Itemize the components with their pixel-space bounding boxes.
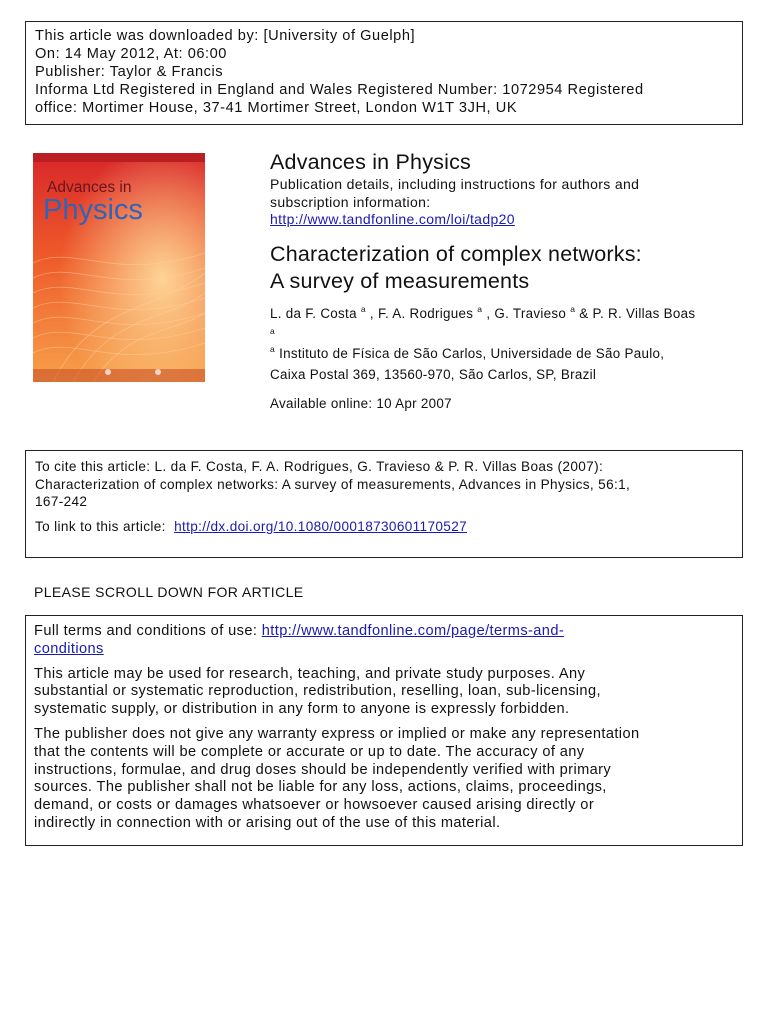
author-name: F. A. Rodrigues	[377, 305, 474, 321]
publication-info	[270, 148, 740, 411]
terms-label: Full terms and conditions of use:	[34, 623, 258, 639]
paragraph-line: that the contents will be complete or accurate or up to date. The accuracy of any	[34, 743, 585, 760]
affiliation	[270, 344, 740, 384]
author-name: P. R. Villas Boas	[592, 305, 696, 321]
download-info-line: On: 14 May 2012, At: 06:00	[35, 46, 227, 62]
affiliation-text: Instituto de Física de São Carlos, Universidade de São Paulo,	[279, 345, 665, 361]
terms-url-link-continued[interactable]: conditions	[34, 640, 104, 657]
cover-title-small: Advances in	[47, 179, 132, 196]
paragraph-line: The publisher does not give any warranty express or implied or make any representation	[34, 725, 640, 742]
affiliation-marker: a	[570, 303, 576, 314]
link-label: To link to this article:	[35, 518, 166, 534]
affiliation-marker: a	[360, 303, 366, 314]
publication-details: Publication details, including instructions for authors and	[270, 176, 640, 192]
affiliation-text: Caixa Postal 369, 13560-970, São Carlos, SP, Brazil	[270, 366, 597, 382]
cover-title-big: Physics	[43, 194, 143, 226]
article-title-line: Characterization of complex networks:	[270, 241, 642, 266]
download-info-line: This article was downloaded by: [University of Guelph]	[35, 28, 416, 44]
affiliation-marker: a	[477, 303, 483, 314]
affiliation-marker: a	[270, 343, 276, 354]
download-info-line: Publisher: Taylor & Francis	[35, 64, 224, 80]
author-name: G. Travieso	[494, 305, 567, 321]
journal-title: Advances in Physics	[270, 150, 471, 174]
article-title	[270, 241, 740, 296]
paragraph-line: sources. The publisher shall not be liable for any loss, actions, claims, proceedings,	[34, 779, 607, 796]
paragraph-line: indirectly in connection with or arising out of the use of this material.	[34, 814, 501, 831]
affiliation-marker: a	[270, 325, 276, 336]
paragraph-line: demand, or costs or damages whatsoever or howsoever caused arising directly or	[34, 797, 595, 814]
disclaimer-paragraph	[34, 726, 742, 833]
citation-text: Characterization of complex networks: A survey of measurements, Advances in Physics, 56:1,	[35, 476, 631, 492]
download-info-line: Informa Ltd Registered in England and Wales Registered Number: 1072954 Registered	[35, 82, 644, 98]
download-info-box	[25, 21, 743, 125]
citation-text: To cite this article: L. da F. Costa, F. A. Rodrigues, G. Travieso & P. R. Villas Boas (2007):	[35, 459, 604, 474]
doi-link[interactable]: http://dx.doi.org/10.1080/00018730601170527	[174, 518, 468, 534]
author-list	[270, 305, 740, 336]
terms-url-link[interactable]: http://www.tandfonline.com/page/terms-and-	[261, 623, 565, 639]
article-title-line: A survey of measurements	[270, 269, 530, 293]
citation-text: 167-242	[35, 494, 88, 509]
paragraph-line: systematic supply, or distribution in any form to anyone is expressly forbidden.	[34, 701, 570, 718]
citation-box	[25, 450, 743, 558]
paragraph-line: instructions, formulae, and drug doses should be independently verified with primary	[34, 761, 612, 778]
available-online-date: Available online: 10 Apr 2007	[270, 395, 452, 411]
author-name: L. da F. Costa	[270, 305, 357, 321]
paragraph-line: substantial or systematic reproduction, redistribution, reselling, loan, sub-licensing,	[34, 683, 601, 700]
scroll-notice: PLEASE SCROLL DOWN FOR ARTICLE	[34, 584, 304, 600]
author-separator: ,	[482, 305, 495, 321]
paragraph-line: This article may be used for research, teaching, and private study purposes. Any	[34, 665, 586, 682]
publication-details: subscription information:	[270, 193, 431, 210]
author-separator: &	[575, 305, 593, 321]
usage-paragraph	[34, 666, 742, 719]
download-info-line: office: Mortimer House, 37-41 Mortimer Street, London W1T 3JH, UK	[35, 100, 518, 116]
journal-url-link[interactable]: http://www.tandfonline.com/loi/tadp20	[270, 211, 515, 227]
terms-box	[25, 615, 743, 846]
author-separator: ,	[365, 305, 378, 321]
journal-cover-image	[33, 153, 205, 382]
